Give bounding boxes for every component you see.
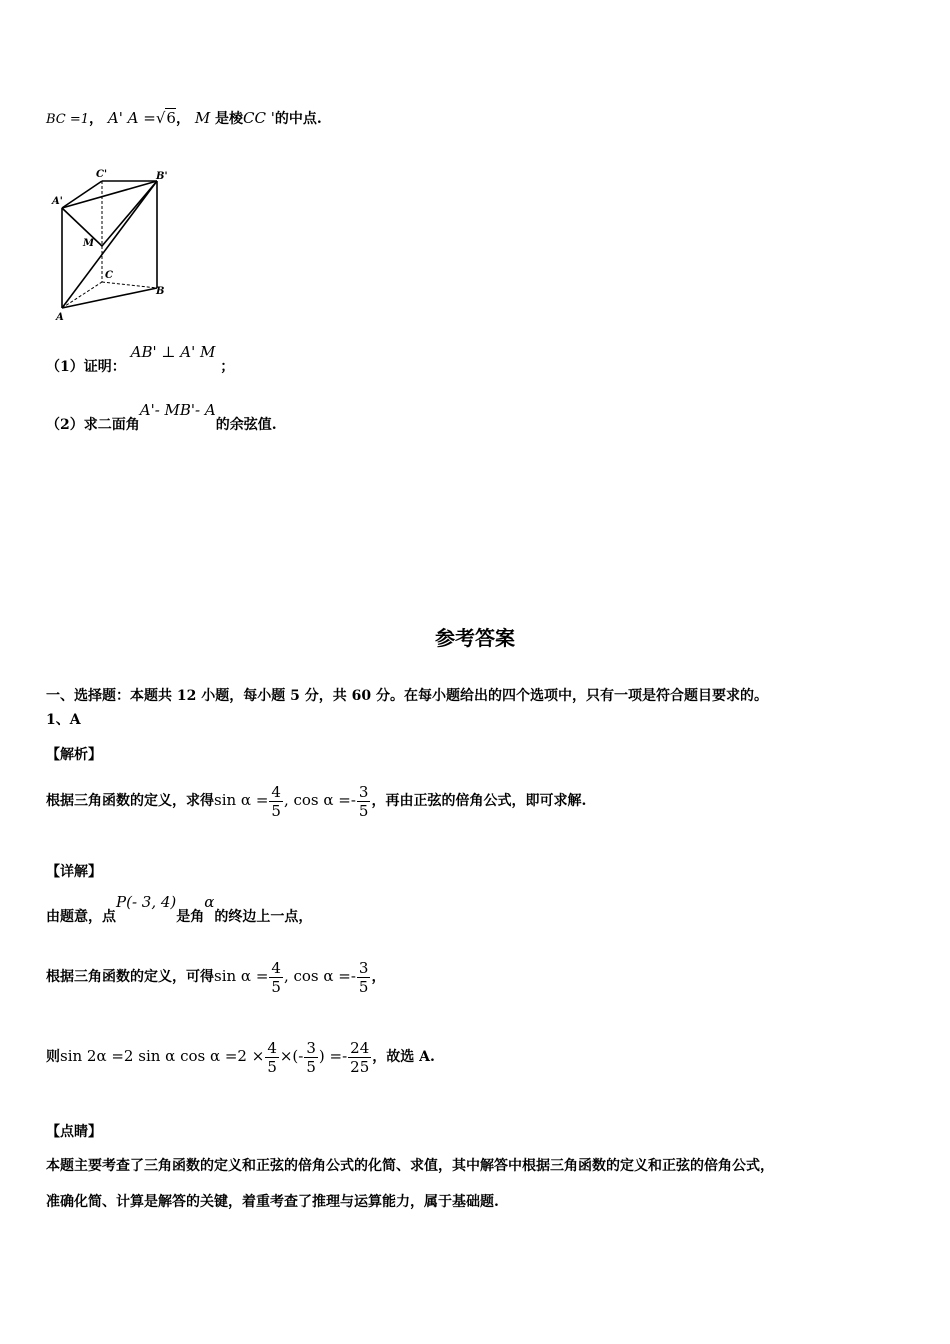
m-variable: M <box>194 109 211 127</box>
label-b: B <box>156 286 165 297</box>
label-a-prime: A' <box>52 196 63 207</box>
prism-figure <box>50 166 180 326</box>
detail-line-1: 由题意，点P(- 3, 4)是角α的终边上一点， <box>46 893 313 925</box>
label-m: M <box>83 238 95 249</box>
label-b-prime: B' <box>156 171 168 182</box>
q1-answer: 1、A <box>46 712 81 728</box>
label-c: C <box>105 270 113 281</box>
part-2: （2）求二面角A'- MB'- A的余弦值. <box>46 401 277 433</box>
edge-cc: CC ' <box>243 109 275 127</box>
given-aa: A' A = <box>107 109 156 127</box>
detail-line-3: 则sin 2α =2 sin α cos α =2 × $\frac{4}{5}$ ×(- $\frac{3}{5}$ ) =- $\frac{24}{25}$ ，故选 A. <box>46 1038 435 1076</box>
comment-line-1: 本题主要考查了三角函数的定义和正弦的倍角公式的化简、求值，其中解答中根据三角函数的定义和正弦的倍角公式， <box>46 1158 774 1174</box>
part-2-expression: A'- MB'- A <box>139 401 216 419</box>
given-bc: BC =1 <box>46 112 90 127</box>
analysis-label: 【解析】 <box>46 747 102 763</box>
detail-label: 【详解】 <box>46 864 102 880</box>
part-1: （1）证明： AB' ⊥ A' M ； <box>46 343 235 375</box>
detail-line-2: 根据三角函数的定义，可得sin α = $\frac{4}{5}$ , cos α =- $\frac{3}{5}$ ， <box>46 958 386 996</box>
point-p: P(- 3, 4) <box>116 893 177 911</box>
analysis-line: 根据三角函数的定义，求得sin α = $\frac{4}{5}$ , cos α =- $\frac{3}{5}$ ，再由正弦的倍角公式，即可求解. <box>46 782 587 820</box>
comment-line-2: 准确化简、计算是解答的关键，着重考查了推理与运算能力，属于基础题. <box>46 1194 499 1210</box>
comment-label: 【点睛】 <box>46 1124 102 1140</box>
alpha: α <box>204 893 215 911</box>
label-a: A <box>56 312 64 323</box>
answer-title: 参考答案 <box>435 626 515 650</box>
given-conditions-line: BC =1， A' A =√6， M 是棱CC '的中点. <box>46 109 322 127</box>
part-1-expression: AB' ⊥ A' M <box>130 343 216 361</box>
section-header: 一、选择题：本题共 12 小题，每小题 5 分，共 60 分。在每小题给出的四个选项中，只有一项是符合题目要求的。 <box>46 688 768 704</box>
label-c-prime: C' <box>96 169 108 180</box>
